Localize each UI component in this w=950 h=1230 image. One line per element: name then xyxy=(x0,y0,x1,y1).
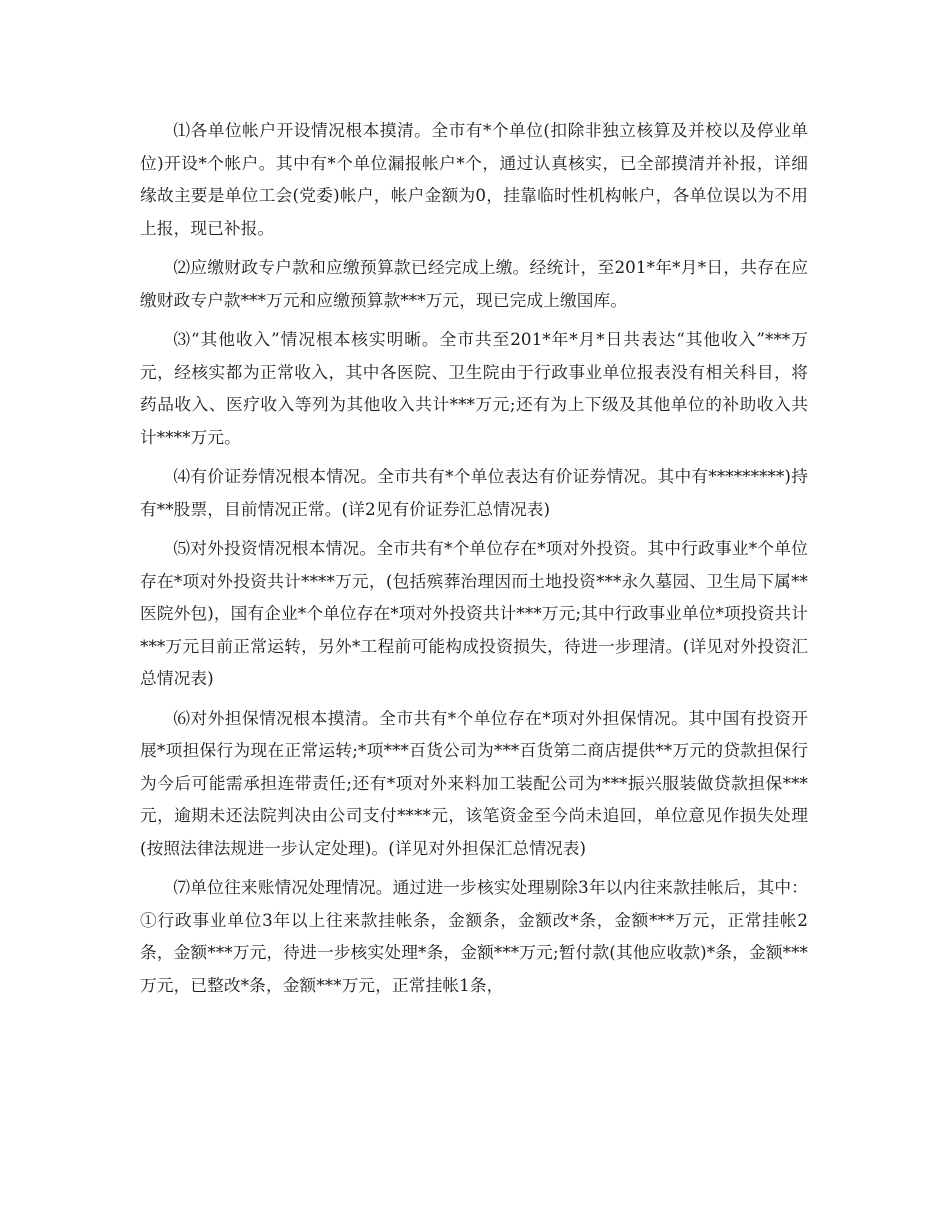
paragraph-1: ⑴各单位帐户开设情况根本摸清。全市有*个单位(扣除非独立核算及并校以及停业单位)开设*个帐户。其中有*个单位漏报帐户*个，通过认真核实，已全部摸清并补报，详细缘故主要是单位工会(党委)帐户，帐户金额为0，挂靠临时性机构帐户，各单位误以为不用上报，现已补报。 xyxy=(140,120,808,238)
paragraph-6: ⑹对外担保情况根本摸清。全市共有*个单位存在*项对外担保情况。其中国有投资开展*项担保行为现在正常运转;*项***百货公司为***百货第二商店提供**万元的贷款担保行为今后可能需承担连带责任;还有*项对外来料加工装配公司为***振兴服装做贷款担保***元，逾期未还法院判决由公司支付****元，该笔资金至今尚未追回，单位意见作损失处理(按照法律法规进一步认定处理)。(详见对外担保汇总情况表) xyxy=(140,707,808,858)
paragraph-3: ⑶“其他收入”情况根本核实明晰。全市共至201*年*月*日共表达“其他收入”***万元，经核实都为正常收入，其中各医院、卫生院由于行政事业单位报表没有相关科目，将药品收入、医疗收入等列为其他收入共计***万元;还有为上下级及其他单位的补助收入共计****万元。 xyxy=(140,329,808,447)
paragraph-7: ⑺单位往来账情况处理情况。通过进一步核实处理剔除3年以内往来款挂帐后，其中：①行政事业单位3年以上往来款挂帐条，金额条，金额改*条，金额***万元，正常挂帐2条，金额***万元，待进一步核实处理*条，金额***万元;暂付款(其他应收款)*条，金额***万元，已整改*条，金额***万元，正常挂帐1条， xyxy=(140,877,808,995)
paragraph-4: ⑷有价证券情况根本情况。全市共有*个单位表达有价证券情况。其中有*********)持有**股票，目前情况正常。(详2见有价证券汇总情况表) xyxy=(140,466,808,519)
document-body xyxy=(140,114,808,1008)
paragraph-2: ⑵应缴财政专户款和应缴预算款已经完成上缴。经统计，至201*年*月*日，共存在应缴财政专户款***万元和应缴预算款***万元，现已完成上缴国库。 xyxy=(140,257,808,310)
paragraph-5: ⑸对外投资情况根本情况。全市共有*个单位存在*项对外投资。其中行政事业*个单位存在*项对外投资共计****万元，(包括殡葬治理因而土地投资***永久墓园、卫生局下属**医院外包)，国有企业*个单位存在*项对外投资共计***万元;其中行政事业单位*项投资共计***万元目前正常运转，另外*工程前可能构成投资损失，待进一步理清。(详见对外投资汇总情况表) xyxy=(140,538,808,688)
